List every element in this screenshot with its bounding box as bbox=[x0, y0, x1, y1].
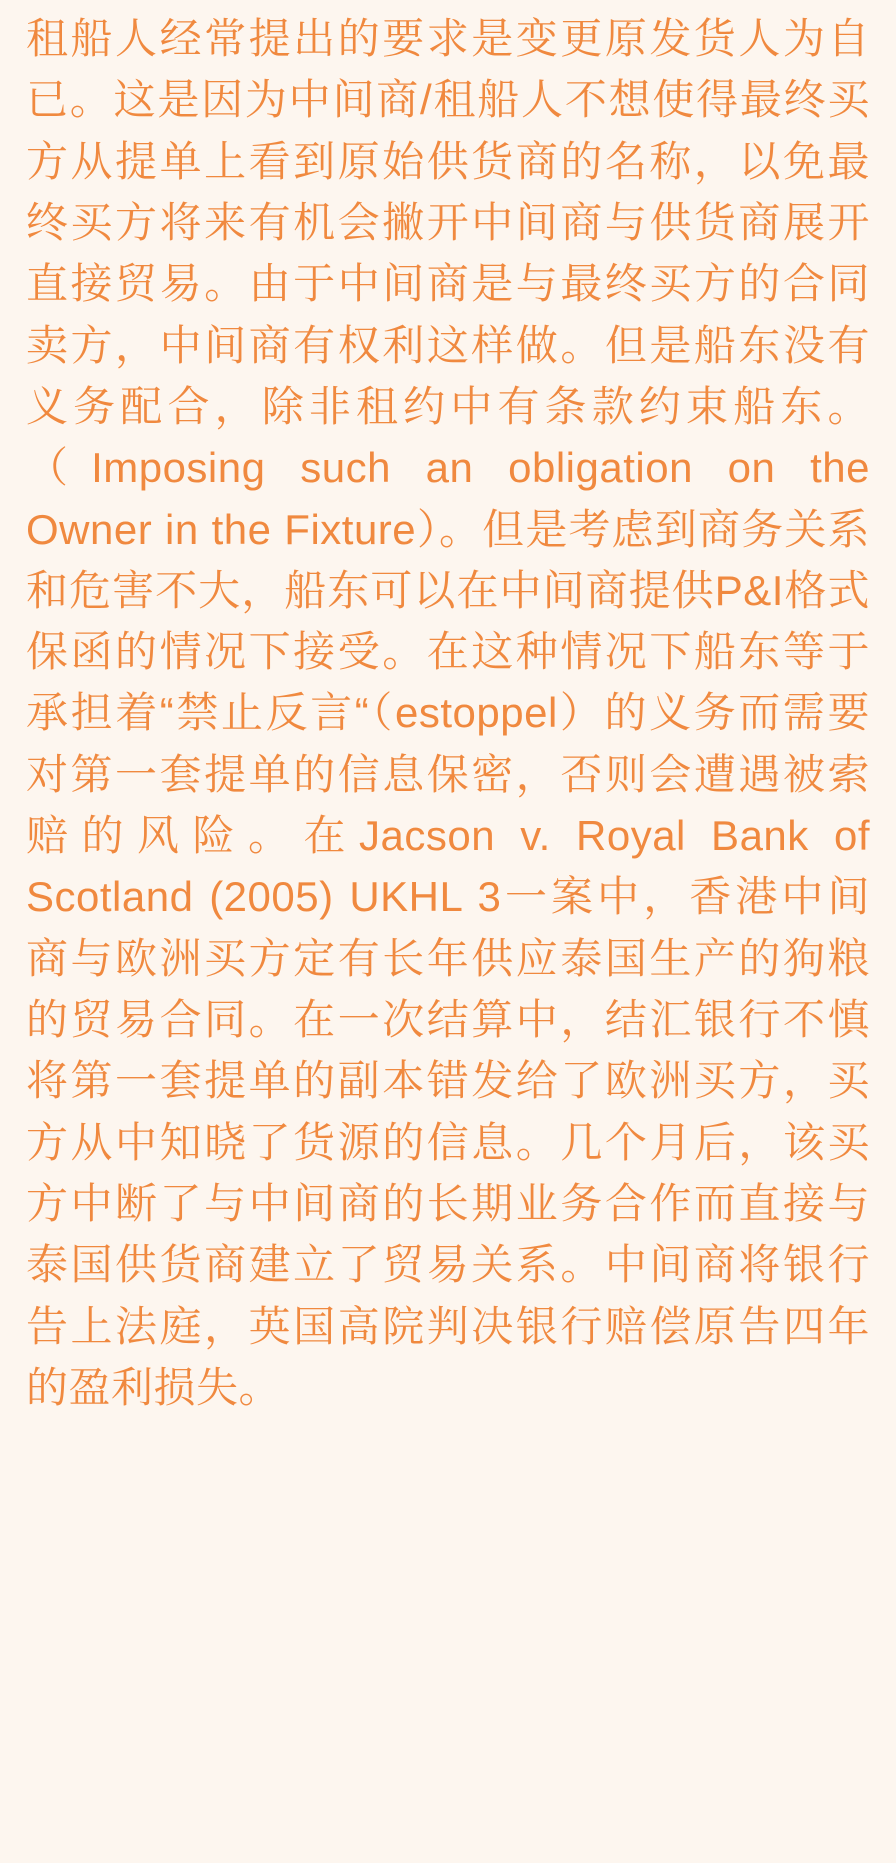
document-paragraph: 租船人经常提出的要求是变更原发货人为自已。这是因为中间商/租船人不想使得最终买方从提单上看到原始供货商的名称，以免最终买方将来有机会撇开中间商与供货商展开直接贸易。由于中间商是与最终买方的合同卖方，中间商有权利这样做。但是船东没有义务配合，除非租约中有条款约束船东。（Imposing such an obligation on the Owner in the Fixture）。但是考虑到商务关系和危害不大，船东可以在中间商提供P&I格式保函的情况下接受。在这种情况下船东等于承担着“禁止反言“（estoppel）的义务而需要对第一套提单的信息保密，否则会遭遇被索赔的风险。在Jacson v. Royal Bank of Scotland (2005) UKHL 3一案中，香港中间商与欧洲买方定有长年供应泰国生产的狗粮的贸易合同。在一次结算中，结汇银行不慎将第一套提单的副本错发给了欧洲买方，买方从中知晓了货源的信息。几个月后，该买方中断了与中间商的长期业务合作而直接与泰国供货商建立了贸易关系。中间商将银行告上法庭，英国高院判决银行赔偿原告四年的盈利损失。 bbox=[26, 15, 883, 1411]
